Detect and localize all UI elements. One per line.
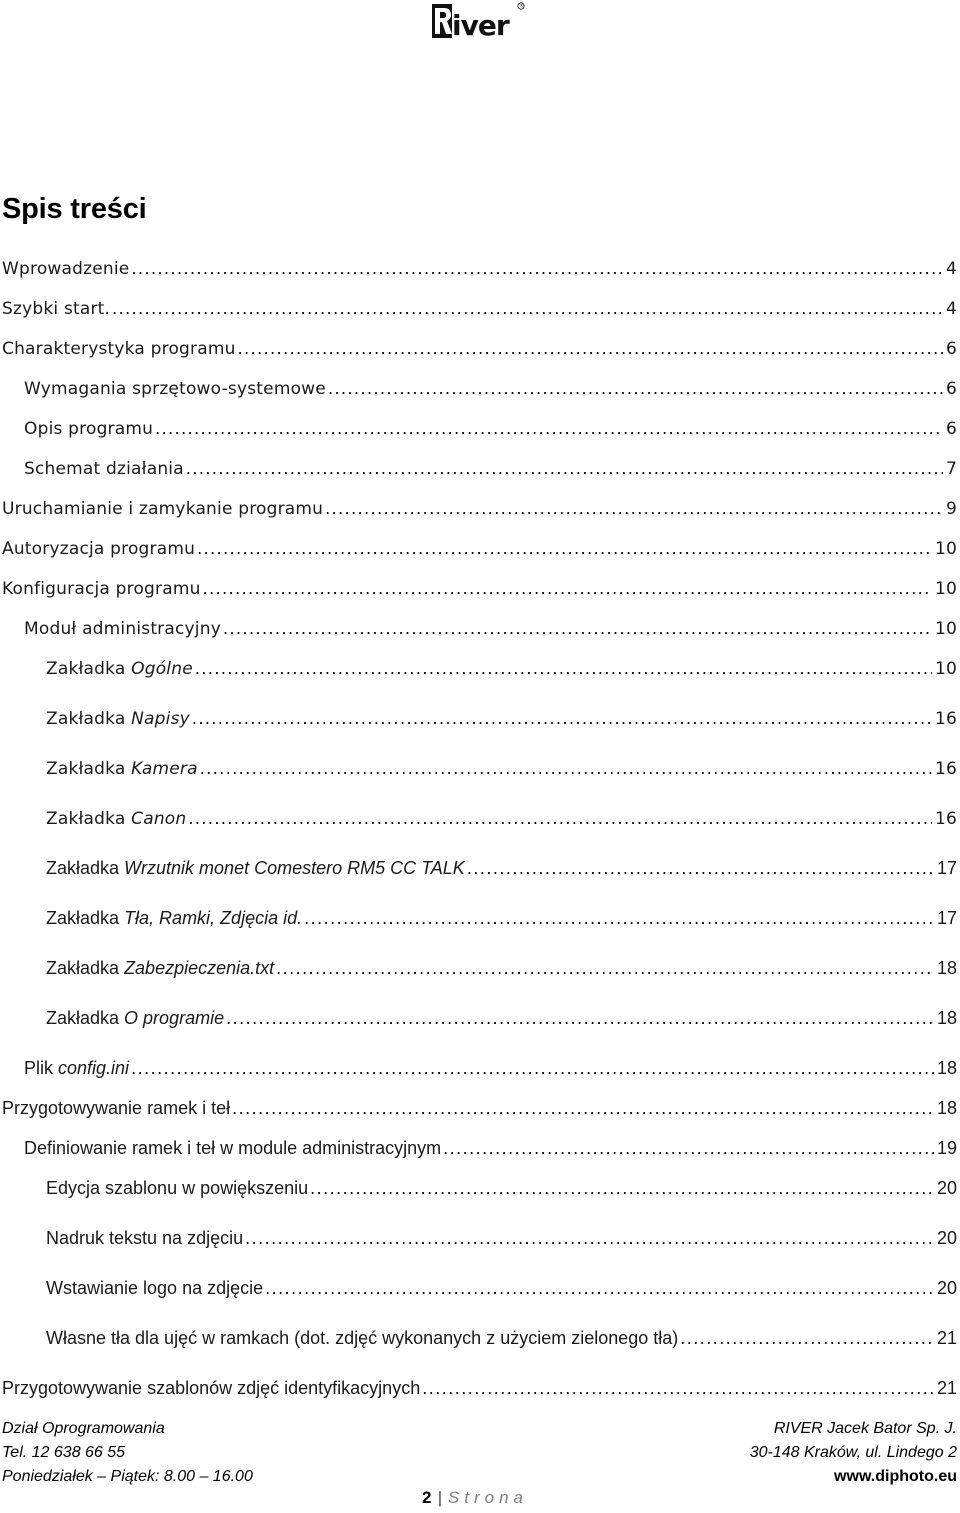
toc-leader — [223, 617, 932, 639]
toc-entry[interactable] — [24, 377, 957, 400]
toc-entry-label: Przygotowywanie szablonów zdjęć identyfikacyjnych — [2, 1378, 421, 1398]
toc-entry-label-italic: Wrzutnik monet Comestero RM5 CC TALK — [124, 858, 465, 878]
toc-entry[interactable] — [24, 1057, 957, 1079]
toc-leader — [131, 1057, 934, 1079]
footer-contact — [2, 1417, 253, 1489]
toc-entry-label: Uruchamianie i zamykanie programu — [2, 499, 324, 519]
toc-page-number: 20 — [936, 1178, 957, 1198]
toc-page-number: 10 — [934, 659, 957, 679]
toc-leader — [238, 337, 943, 359]
toc-entry[interactable] — [2, 537, 957, 560]
toc-page-number: 18 — [936, 1058, 957, 1078]
toc-entry[interactable] — [24, 457, 957, 480]
toc-entry-label: Definiowanie ramek i teł w module administracyjnym — [24, 1138, 442, 1158]
toc-entry-label: Opis programu — [24, 419, 154, 439]
toc-leader — [232, 1097, 934, 1119]
toc-entry-label: Zakładka — [46, 759, 132, 779]
toc-entry-label: Zakładka — [46, 659, 132, 679]
toc-leader — [422, 1377, 934, 1399]
toc-entry-label: Autoryzacja programu — [2, 539, 196, 559]
toc-entry[interactable] — [46, 957, 957, 979]
toc-page-number: 10 — [934, 619, 957, 639]
registered-mark: ® — [519, 4, 524, 10]
toc-entry-label-italic: Canon — [131, 809, 187, 829]
toc-entry[interactable] — [46, 1007, 957, 1029]
toc-leader — [203, 577, 932, 599]
toc-page-number: 18 — [936, 1008, 957, 1028]
toc-entry-label: Wstawianie logo na zdjęcie — [46, 1278, 264, 1298]
toc-leader — [245, 1227, 934, 1249]
footer-address: 30-148 Kraków, ul. Lindego 2 — [749, 1444, 957, 1461]
toc-page-number: 16 — [934, 809, 957, 829]
toc-page-number: 10 — [934, 539, 957, 559]
toc-entry-label-italic: config.ini — [58, 1058, 130, 1078]
toc-entry[interactable] — [2, 1097, 957, 1119]
toc-entry[interactable] — [2, 297, 957, 320]
toc-page-number: 9 — [945, 499, 957, 519]
toc-page-number: 4 — [945, 259, 957, 279]
toc-entry[interactable] — [46, 1227, 957, 1249]
toc-page-number: 16 — [934, 759, 957, 779]
toc-entry-label: Zakładka — [46, 908, 125, 928]
toc-entry-label: Nadruk tekstu na zdjęciu — [46, 1228, 244, 1248]
svg-text:iver: iver — [452, 9, 509, 40]
toc-entry-label: Moduł administracyjny — [24, 619, 221, 639]
toc-entry[interactable] — [2, 337, 957, 360]
toc-entry-label: Plik — [24, 1058, 59, 1078]
toc-entry[interactable] — [46, 707, 957, 730]
toc-entry-label: Zakładka — [46, 809, 132, 829]
page-number-separator: | — [437, 1488, 442, 1507]
footer-company — [750, 1417, 957, 1489]
toc-page-number: 4 — [945, 299, 957, 319]
toc-leader — [467, 857, 934, 879]
toc-entry-label: Wymagania sprzętowo-systemowe — [24, 379, 326, 399]
footer-hours: Poniedziałek – Piątek: 8.00 – 16.00 — [2, 1468, 253, 1485]
toc-entry[interactable] — [2, 1377, 957, 1399]
page-number-value: 2 — [422, 1488, 432, 1507]
toc-entry[interactable] — [46, 807, 957, 830]
toc-page-number: 18 — [936, 1098, 957, 1118]
toc-leader — [200, 757, 932, 779]
toc-entry[interactable] — [24, 417, 957, 440]
toc-page-number: 6 — [945, 419, 957, 439]
toc-leader — [188, 807, 932, 829]
toc-entry-label-italic: O programie — [124, 1008, 225, 1028]
footer-phone: Tel. 12 638 66 55 — [2, 1444, 126, 1461]
toc-leader — [131, 257, 943, 279]
toc-page-number: 21 — [936, 1328, 957, 1348]
footer-company-name: RIVER Jacek Bator Sp. J. — [773, 1420, 957, 1437]
toc-entry[interactable] — [46, 757, 957, 780]
toc-entry-label: Zakładka — [46, 1008, 125, 1028]
toc-entry[interactable] — [46, 1277, 957, 1299]
toc-page-number: 6 — [945, 339, 957, 359]
toc-entry-label: Wprowadzenie — [2, 259, 130, 279]
toc-entry-label: Konfiguracja programu — [2, 579, 201, 599]
toc-leader — [310, 1177, 934, 1199]
toc-page-number: 17 — [936, 858, 957, 878]
toc-leader — [443, 1137, 934, 1159]
toc-page-number: 10 — [934, 579, 957, 599]
toc-entry-label-italic: Kamera — [131, 759, 198, 779]
toc-entry[interactable] — [46, 1177, 957, 1199]
footer-department: Dział Oprogramowania — [2, 1420, 165, 1437]
toc-entry[interactable] — [46, 857, 957, 879]
toc-title: Spis treści — [2, 193, 147, 225]
toc-entry[interactable] — [24, 617, 957, 640]
toc-page-number: 17 — [936, 908, 957, 928]
toc-entry-label: Charakterystyka programu — [2, 339, 236, 359]
toc-leader — [197, 537, 932, 559]
toc-page-number: 20 — [936, 1278, 957, 1298]
toc-leader — [328, 377, 943, 399]
toc-entry-label: Edycja szablonu w powiększeniu — [46, 1178, 309, 1198]
toc-entry[interactable] — [24, 1137, 957, 1159]
footer-website-link[interactable]: www.diphoto.eu — [834, 1468, 957, 1485]
toc-entry-label: Schemat działania — [24, 459, 184, 479]
toc-entry-label-italic: Napisy — [131, 709, 190, 729]
toc-entry[interactable] — [2, 497, 957, 520]
toc-leader — [155, 417, 943, 439]
page-number-word: Strona — [447, 1488, 528, 1507]
page-number — [422, 1488, 528, 1508]
toc-leader — [112, 297, 943, 319]
toc-entry[interactable] — [46, 1327, 957, 1349]
toc-leader — [186, 457, 943, 479]
toc-entry[interactable] — [2, 577, 957, 600]
river-logo-graphic — [432, 2, 526, 40]
river-logo — [432, 2, 526, 40]
toc-leader — [325, 497, 943, 519]
toc-page-number: 7 — [945, 459, 957, 479]
toc-page-number: 18 — [936, 958, 957, 978]
toc-entry-label: Zakładka — [46, 858, 125, 878]
toc-entry-label-italic: Tła, Ramki, Zdjęcia id. — [124, 908, 303, 928]
toc-entry-label: Zakładka — [46, 709, 132, 729]
toc-page-number: 16 — [934, 709, 957, 729]
toc-leader — [276, 957, 934, 979]
toc-page-number: 19 — [936, 1138, 957, 1158]
toc-entry-label: Przygotowywanie ramek i teł — [2, 1098, 231, 1118]
toc-leader — [304, 907, 934, 929]
toc-entry-label: Szybki start. — [2, 299, 111, 319]
toc-page-number: 20 — [936, 1228, 957, 1248]
toc-entry-label-italic: Zabezpieczenia.txt — [124, 958, 275, 978]
toc-entry[interactable] — [46, 907, 957, 929]
toc-leader — [265, 1277, 934, 1299]
toc-entry-label-italic: Ogólne — [131, 659, 193, 679]
toc-page-number: 6 — [945, 379, 957, 399]
toc-page-number: 21 — [936, 1378, 957, 1398]
toc-leader — [195, 657, 932, 679]
toc-leader — [192, 707, 932, 729]
toc-entry[interactable] — [46, 657, 957, 680]
toc-entry-label: Zakładka — [46, 958, 125, 978]
toc-entry[interactable] — [2, 257, 957, 280]
toc-entry-label: Własne tła dla ujęć w ramkach (dot. zdjęć wykonanych z użyciem zielonego tła) — [46, 1328, 679, 1348]
toc-leader — [680, 1327, 934, 1349]
toc-leader — [226, 1007, 934, 1029]
